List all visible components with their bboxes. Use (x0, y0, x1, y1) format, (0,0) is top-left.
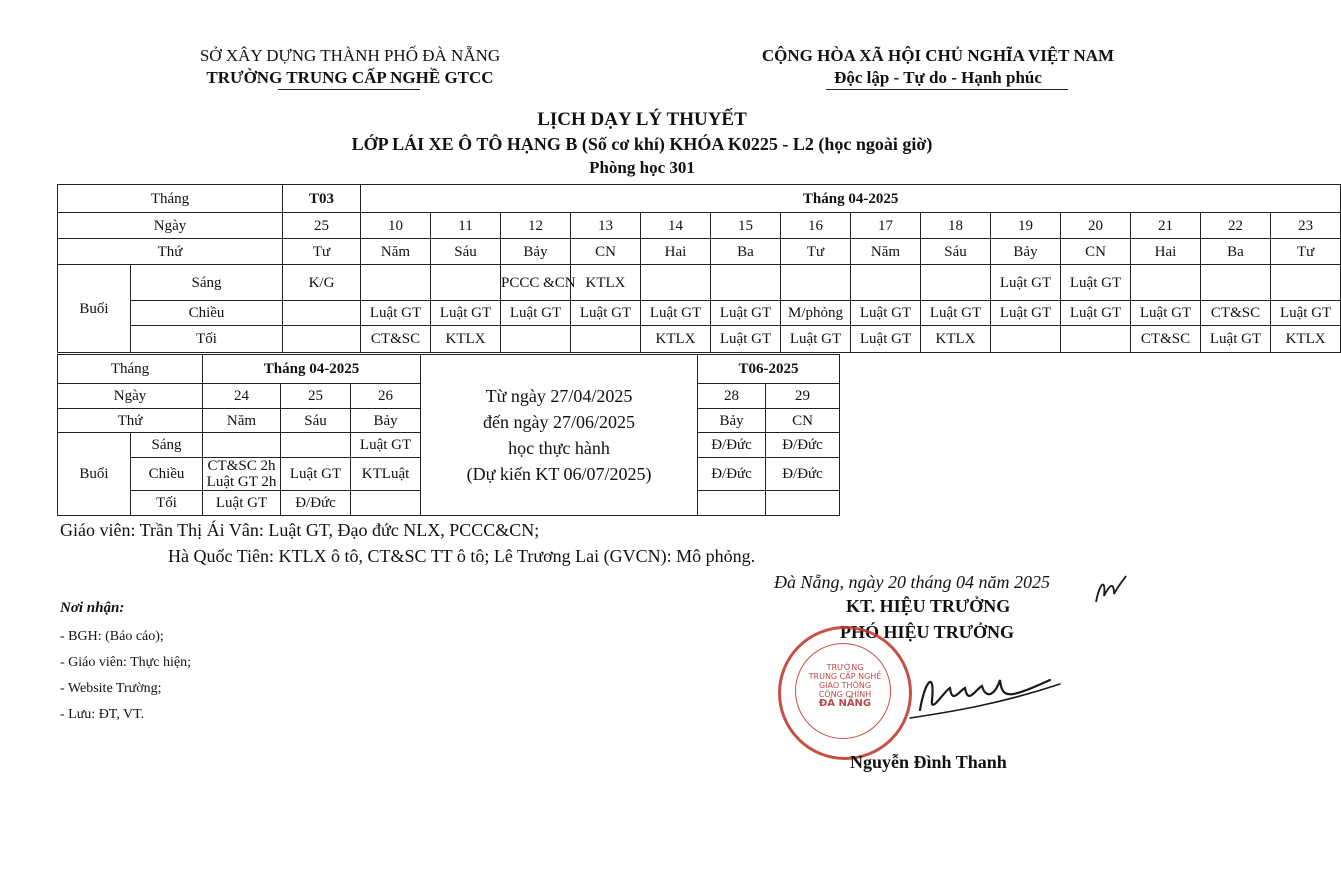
weekday-cell: CN (571, 239, 641, 265)
recipient-item: - Website Trường; (60, 681, 162, 696)
day-cell: 25 (281, 384, 351, 409)
signature-title-1: KT. HIỆU TRƯỞNG (846, 596, 1011, 616)
signature-title-2: PHÓ HIỆU TRƯỞNG (840, 622, 1015, 642)
month-cell: Tháng 04-2025 (361, 185, 1341, 213)
schedule-cell (361, 265, 431, 301)
morning-label: Sáng (131, 265, 283, 301)
schedule-cell: KTLuật (351, 458, 421, 491)
weekday-cell: Ba (711, 239, 781, 265)
weekday-label: Thứ (58, 409, 203, 433)
session-label: Buổi (58, 433, 131, 516)
schedule-cell: Luật GT (361, 301, 431, 326)
schedule-cell: Luật GT (991, 265, 1061, 301)
evening-label: Tối (131, 326, 283, 353)
schedule-cell: M/phỏng (781, 301, 851, 326)
afternoon-label: Chiều (131, 301, 283, 326)
weekday-cell: CN (1061, 239, 1131, 265)
weekday-cell: Bảy (501, 239, 571, 265)
evening-row (58, 326, 1341, 353)
day-cell: 22 (1201, 213, 1271, 239)
day-cell: 11 (431, 213, 501, 239)
weekday-cell: Năm (361, 239, 431, 265)
day-cell: 24 (203, 384, 281, 409)
schedule-cell: Đ/Đức (698, 433, 766, 458)
schedule-cell (991, 326, 1061, 353)
day-cell: 12 (501, 213, 571, 239)
afternoon-label: Chiều (131, 458, 203, 491)
schedule-cell (766, 491, 840, 516)
weekday-cell: Tư (1271, 239, 1341, 265)
seal-line: ĐÀ NẴNG (818, 698, 872, 709)
day-cell: 25 (283, 213, 361, 239)
header-right (738, 45, 1138, 89)
handwritten-signature (890, 660, 1070, 730)
day-cell: 19 (991, 213, 1061, 239)
practice-period-note (421, 355, 698, 516)
day-label: Ngày (58, 384, 203, 409)
weekday-cell: Sáu (431, 239, 501, 265)
month-cell: T03 (283, 185, 361, 213)
schedule-cell (501, 326, 571, 353)
schedule-cell (1271, 265, 1341, 301)
schedule-cell: Luật GT (351, 433, 421, 458)
weekday-cell: Năm (851, 239, 921, 265)
place-date: Đà Nẵng, ngày 20 tháng 04 năm 2025 (774, 572, 1050, 592)
day-cell: 26 (351, 384, 421, 409)
day-cell: 16 (781, 213, 851, 239)
day-cell: 20 (1061, 213, 1131, 239)
schedule-cell: Luật GT (203, 491, 281, 516)
day-cell: 13 (571, 213, 641, 239)
day-cell: 17 (851, 213, 921, 239)
weekday-cell: Ba (1201, 239, 1271, 265)
month-cell: T06-2025 (698, 355, 840, 384)
schedule-cell: Luật GT (711, 326, 781, 353)
schedule-cell: Luật GT (1131, 301, 1201, 326)
schedule-cell: Luật GT (921, 301, 991, 326)
header-left (150, 45, 550, 89)
motto-underline (826, 89, 1068, 90)
month-cell: Tháng 04-2025 (203, 355, 421, 384)
schedule-cell: Luật GT (851, 326, 921, 353)
teacher-line-1: Giáo viên: Trần Thị Ái Vân: Luật GT, Đạo đức NLX, PCCC&CN; (60, 520, 540, 540)
schedule-cell: KTLX (921, 326, 991, 353)
schedule-cell: Luật GT (571, 301, 641, 326)
weekday-cell: Năm (203, 409, 281, 433)
day-cell: 10 (361, 213, 431, 239)
schedule-cell: Luật GT (431, 301, 501, 326)
schedule-cell (851, 265, 921, 301)
weekday-cell: Bảy (698, 409, 766, 433)
schedule-cell: KTLX (641, 326, 711, 353)
schedule-cell-line: CT&SC 2h (207, 458, 276, 474)
practice-note-line: đến ngày 27/06/2025 (483, 412, 636, 432)
schedule-cell (711, 265, 781, 301)
room-label: Phòng học 301 (589, 158, 695, 177)
weekday-cell: Sáu (921, 239, 991, 265)
schedule-cell (351, 491, 421, 516)
schedule-cell: KTLX (1271, 326, 1341, 353)
schedule-cell (1061, 326, 1131, 353)
schedule-cell: Luật GT (851, 301, 921, 326)
weekday-cell: Bảy (351, 409, 421, 433)
day-cell: 23 (1271, 213, 1341, 239)
recipient-item: - BGH: (Báo cáo); (60, 629, 164, 644)
weekday-cell: Hai (641, 239, 711, 265)
schedule-cell (283, 326, 361, 353)
day-cell: 28 (698, 384, 766, 409)
schedule-cell: KTLX (571, 265, 641, 301)
title-line2: LỚP LÁI XE Ô TÔ HẠNG B (Số cơ khí) KHÓA K0225 - L2 (học ngoài giờ) (351, 134, 933, 154)
schedule-table-2 (57, 354, 840, 516)
month-label: Tháng (58, 355, 203, 384)
morning-label: Sáng (131, 433, 203, 458)
weekday-label: Thứ (58, 239, 283, 265)
schedule-cell: KTLX (431, 326, 501, 353)
practice-note-line: học thực hành (508, 438, 610, 458)
weekday-cell: Bảy (991, 239, 1061, 265)
day-cell: 18 (921, 213, 991, 239)
day-cell: 14 (641, 213, 711, 239)
schedule-cell-line: Luật GT 2h (206, 474, 277, 490)
schedule-cell: CT&SC (361, 326, 431, 353)
day-cell: 21 (1131, 213, 1201, 239)
initial-mark (1090, 572, 1130, 608)
schedule-cell: Luật GT (1061, 265, 1131, 301)
schedule-cell (283, 301, 361, 326)
weekday-cell: CN (766, 409, 840, 433)
afternoon-row (58, 301, 1341, 326)
schedule-cell (571, 326, 641, 353)
seal-line: TRƯỜNG (826, 663, 864, 672)
day-cell: 29 (766, 384, 840, 409)
teacher-line-2: Hà Quốc Tiên: KTLX ô tô, CT&SC TT ô tô; Lê Trương Lai (GVCN): Mô phỏng. (168, 546, 756, 566)
schedule-cell: CT&SC (1131, 326, 1201, 353)
schedule-cell: PCCC &CN (501, 265, 571, 301)
title-line1: LỊCH DẠY LÝ THUYẾT (537, 109, 747, 130)
schedule-cell: Luật GT (781, 326, 851, 353)
session-label: Buổi (58, 265, 131, 353)
schedule-cell: Luật GT (711, 301, 781, 326)
schedule-cell (921, 265, 991, 301)
schedule-cell: Luật GT (1201, 326, 1271, 353)
department-name: SỞ XÂY DỰNG THÀNH PHỐ ĐÀ NẴNG (199, 46, 501, 65)
seal-line: TRUNG CẤP NGHỀ (808, 672, 882, 681)
schedule-cell (203, 458, 281, 491)
schedule-cell: Đ/Đức (766, 458, 840, 491)
day-label: Ngày (58, 213, 283, 239)
evening-label: Tối (131, 491, 203, 516)
schedule-cell (1131, 265, 1201, 301)
practice-note-line: (Dự kiến KT 06/07/2025) (466, 464, 652, 484)
schedule-cell: Luật GT (641, 301, 711, 326)
schedule-cell (641, 265, 711, 301)
school-underline (278, 89, 420, 90)
schedule-cell (203, 433, 281, 458)
seal-line: GIAO THÔNG (818, 681, 872, 690)
weekday-row (58, 239, 1341, 265)
weekday-cell: Tư (283, 239, 361, 265)
schedule-cell: K/G (283, 265, 361, 301)
schedule-cell (431, 265, 501, 301)
motto: Độc lập - Tự do - Hạnh phúc (834, 68, 1042, 87)
schedule-cell: Luật GT (281, 458, 351, 491)
schedule-cell: Luật GT (1271, 301, 1341, 326)
recipients-heading: Nơi nhận: (60, 600, 125, 616)
month-row-2 (58, 355, 840, 384)
schedule-cell (781, 265, 851, 301)
morning-row (58, 265, 1341, 301)
schedule-cell: Đ/Đức (281, 491, 351, 516)
school-name: TRƯỜNG TRUNG CẤP NGHỀ GTCC (206, 68, 494, 87)
country-name: CỘNG HÒA XÃ HỘI CHỦ NGHĨA VIỆT NAM (761, 46, 1115, 65)
schedule-cell: Luật GT (1061, 301, 1131, 326)
month-row (58, 185, 1341, 213)
weekday-cell: Tư (781, 239, 851, 265)
day-cell: 15 (711, 213, 781, 239)
schedule-cell: Đ/Đức (766, 433, 840, 458)
month-label: Tháng (58, 185, 283, 213)
seal-line: CÔNG CHÍNH (818, 690, 872, 699)
schedule-cell: Luật GT (991, 301, 1061, 326)
document-title (300, 108, 984, 180)
schedule-cell (1201, 265, 1271, 301)
weekday-cell: Hai (1131, 239, 1201, 265)
recipient-item: - Lưu: ĐT, VT. (60, 707, 145, 722)
signer-name: Nguyễn Đình Thanh (850, 752, 1007, 772)
practice-note-line: Từ ngày 27/04/2025 (485, 386, 633, 406)
weekday-cell: Sáu (281, 409, 351, 433)
schedule-cell: Luật GT (501, 301, 571, 326)
schedule-cell: CT&SC (1201, 301, 1271, 326)
schedule-cell (698, 491, 766, 516)
schedule-cell (281, 433, 351, 458)
schedule-table-1 (57, 184, 1341, 353)
schedule-cell: Đ/Đức (698, 458, 766, 491)
recipients (60, 598, 360, 725)
day-row (58, 213, 1341, 239)
recipient-item: - Giáo viên: Thực hiện; (60, 655, 191, 670)
